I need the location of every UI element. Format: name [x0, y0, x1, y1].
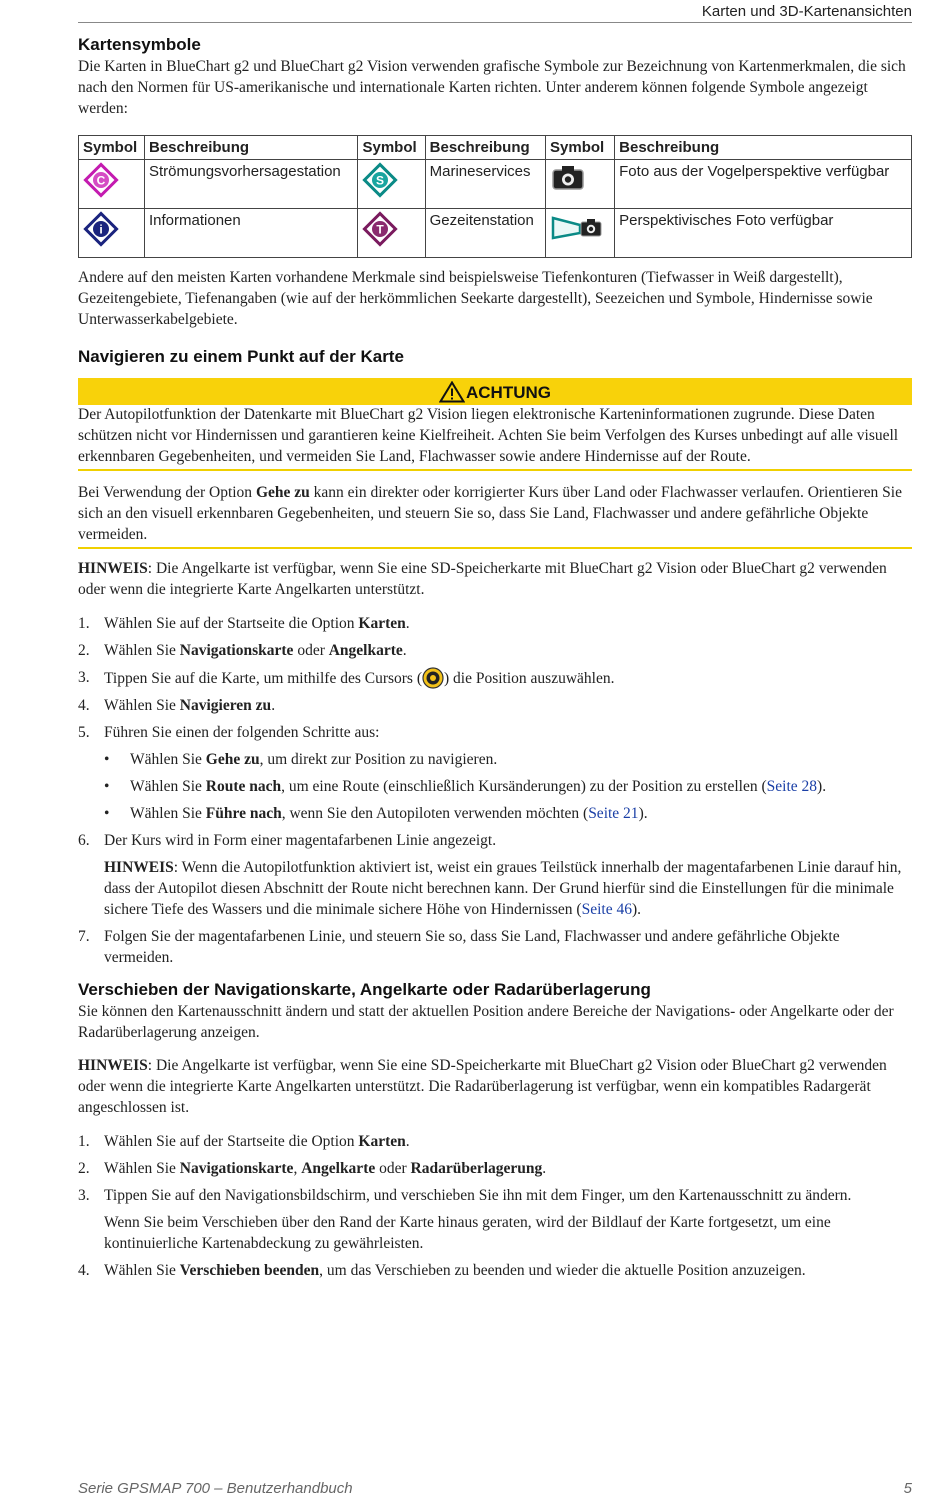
- svg-text:C: C: [96, 173, 106, 188]
- col-header: Symbol: [546, 136, 615, 160]
- symbol-table-header: [79, 136, 912, 160]
- note-radar: HINWEIS: Die Angelkarte ist verfügbar, wenn Sie eine SD-Speicherkarte mit BlueChart g2 Vision oder BlueChart g2 verwenden oder wenn die integrierte Karte Angelkarten unterstützt. Die Radarüberlagerung ist verfügbar, wenn ein kompatibles Radargerät angeschlossen ist.: [78, 1057, 887, 1116]
- page-link[interactable]: Seite 21: [588, 805, 639, 822]
- step-item: 1. Wählen Sie auf der Startseite die Option Karten.: [78, 615, 410, 632]
- marine-services-icon: [362, 162, 398, 198]
- symbol-cell: [546, 160, 615, 209]
- section-title: Karten und 3D-Kartenansichten: [701, 3, 912, 20]
- page-link[interactable]: Seite 46: [581, 901, 632, 918]
- col-header: Beschreibung: [425, 136, 545, 160]
- step-item: 6. Der Kurs wird in Form einer magentafarbenen Linie angezeigt. HINWEIS: Wenn die Autopilotfunktion aktiviert ist, weist ein graues Teilstück innerhalb der magentafarbenen Linie darauf hin, dass der Autopilot diesen Abschnitt der Route nicht berechnen kann. Der Grund hierfür sind die Einstellungen für die minimale sichere Tiefe des Wassers und die minimale sichere Höhe von Hindernissen (Seite 46).: [78, 830, 912, 920]
- information-icon: [83, 211, 119, 247]
- symbol-cell: [79, 209, 145, 258]
- pan-steps: [78, 1131, 912, 1281]
- perspective-photo-icon: [550, 211, 606, 241]
- table-row: [79, 209, 912, 258]
- kartensymbole-outro: Andere auf den meisten Karten vorhandene Merkmale sind beispielsweise Tiefenkonturen (Tiefwasser in Weiß dargestellt), Gezeitengebiete, Tiefenangaben (wie auf der herkömmlichen Seekarte dargestellt), Seezeichen und Symbole, Hindernisse sowie Unterwasserkabelgebiete.: [78, 269, 873, 328]
- verschieben-intro: Sie können den Kartenausschnitt ändern und statt der aktuellen Position andere Bereiche der Navigations- oder Angelkarte oder der Radarüberlagerung anzeigen.: [78, 1003, 894, 1041]
- list-item: • Wählen Sie Gehe zu, um direkt zur Position zu navigieren.: [104, 751, 498, 768]
- symbol-description: Perspektivisches Foto verfügbar: [615, 209, 912, 258]
- symbol-cell: [546, 209, 615, 258]
- col-header: Beschreibung: [145, 136, 358, 160]
- page-footer: [78, 1480, 912, 1497]
- symbol-cell: [358, 209, 425, 258]
- warning-triangle-icon: [439, 381, 465, 403]
- list-item: • Wählen Sie Führe nach, wenn Sie den Autopiloten verwenden möchten (Seite 21).: [104, 805, 648, 822]
- step-detail: Wenn Sie beim Verschieben über den Rand der Karte hinaus geraten, wird der Bildlauf der Karte fortgesetzt, um eine kontinuierliche Kartenabdeckung zu gewährleisten.: [104, 1214, 831, 1252]
- symbol-cell: [358, 160, 425, 209]
- current-station-icon: [83, 162, 119, 198]
- step-item: 3. Tippen Sie auf den Navigationsbildschirm, und verschieben Sie ihn mit dem Finger, um den Kartenausschnitt zu ändern. Wenn Sie beim Verschieben über den Rand der Karte hinaus geraten, wird der Bildlauf der Karte fortgesetzt, um eine kontinuierliche Kartenabdeckung zu gewährleisten.: [78, 1185, 912, 1254]
- svg-text:S: S: [376, 173, 385, 188]
- step-item: 3. Tippen Sie auf die Karte, um mithilfe des Cursors ( ) die Position auszuwählen.: [78, 669, 615, 687]
- running-header: [78, 2, 912, 23]
- heading-navigieren: Navigieren zu einem Punkt auf der Karte: [78, 347, 404, 366]
- aerial-photo-icon: [550, 162, 586, 192]
- symbol-description: Informationen: [145, 209, 358, 258]
- option-list: [104, 749, 912, 824]
- symbol-description: Foto aus der Vogelperspektive verfügbar: [615, 160, 912, 209]
- symbol-description: Gezeitenstation: [425, 209, 545, 258]
- warning-label: ACHTUNG: [466, 383, 551, 402]
- cursor-icon: [422, 667, 444, 689]
- warning-divider: [78, 469, 912, 471]
- svg-text:i: i: [99, 222, 103, 237]
- step-item: 4. Wählen Sie Navigieren zu.: [78, 697, 276, 714]
- warning-end-divider: [78, 547, 912, 549]
- table-row: [79, 160, 912, 209]
- navigation-steps: [78, 613, 912, 968]
- kartensymbole-intro: Die Karten in BlueChart g2 und BlueChart g2 Vision verwenden grafische Symbole zur Bezeichnung von Kartenmerkmalen, die sich nach den Normen für US-amerikanische und internationale Karten richten. Unter anderem können folgende Symbole angezeigt werden:: [78, 58, 906, 117]
- col-header: Beschreibung: [615, 136, 912, 160]
- symbol-cell: [79, 160, 145, 209]
- step-item: 4. Wählen Sie Verschieben beenden, um das Verschieben zu beenden und wieder die aktuelle Position anzuzeigen.: [78, 1262, 806, 1279]
- step-note: HINWEIS: Wenn die Autopilotfunktion aktiviert ist, weist ein graues Teilstück innerhalb der magentafarbenen Linie darauf hin, dass der Autopilot diesen Abschnitt der Route nicht berechnen kann. Der Grund hierfür sind die Einstellungen für die minimale sichere Tiefe des Wassers und die minimale sichere Höhe von Hindernissen (Seite 46).: [104, 859, 902, 918]
- tide-station-icon: [362, 211, 398, 247]
- heading-kartensymbole: Kartensymbole: [78, 35, 201, 54]
- list-item: • Wählen Sie Route nach, um eine Route (einschließlich Kursänderungen) zu der Position zu erstellen (Seite 28).: [104, 778, 827, 795]
- step-item: 5. Führen Sie einen der folgenden Schritte aus: • Wählen Sie Gehe zu, um direkt zur Position zu navigieren. • Wählen Sie Route nach, um eine Route (einschließlich Kursänderungen) zu der Position zu erstellen (Seite 28). • Wählen Sie Führe nach, wenn Sie den Autopiloten verwenden möchten (Seite 21).: [78, 722, 912, 824]
- svg-text:T: T: [376, 222, 385, 237]
- manual-title: Serie GPSMAP 700 – Benutzerhandbuch: [78, 1480, 353, 1497]
- step-item: 7. Folgen Sie der magentafarbenen Linie, und steuern Sie so, dass Sie Land, Flachwasser und andere gefährliche Objekte vermeiden.: [78, 928, 840, 966]
- warning-text: Der Autopilotfunktion der Datenkarte mit BlueChart g2 Vision liegen elektronische Karteninformationen zugrunde. Diese Daten schützen nicht vor Hindernissen und garantieren keine Kielfreiheit. Achten Sie beim Verfolgen des Kurses unbedingt auf alle visuell erkennbaren Gegebenheiten, und vermeiden Sie Land, Flachwasser sowie andere Hindernisse auf der Route.: [78, 406, 899, 465]
- step-item: 2. Wählen Sie Navigationskarte, Angelkarte oder Radarüberlagerung.: [78, 1160, 547, 1177]
- col-header: Symbol: [79, 136, 145, 160]
- page-content: [78, 34, 912, 1281]
- page-link[interactable]: Seite 28: [766, 778, 818, 795]
- symbol-table: [78, 135, 912, 258]
- warning-banner: [78, 378, 912, 405]
- page-number: 5: [903, 1480, 912, 1497]
- note-angelkarte: HINWEIS: Die Angelkarte ist verfügbar, wenn Sie eine SD-Speicherkarte mit BlueChart g2 Vision oder BlueChart g2 verwenden oder wenn die integrierte Karte Angelkarten unterstützt.: [78, 560, 887, 598]
- heading-verschieben: Verschieben der Navigationskarte, Angelkarte oder Radarüberlagerung: [78, 980, 651, 999]
- symbol-description: Strömungsvorhersagestation: [145, 160, 358, 209]
- symbol-description: Marineservices: [425, 160, 545, 209]
- step-item: 1. Wählen Sie auf der Startseite die Option Karten.: [78, 1133, 410, 1150]
- step-item: 2. Wählen Sie Navigationskarte oder Angelkarte.: [78, 642, 407, 659]
- col-header: Symbol: [358, 136, 425, 160]
- warning-text-2: Bei Verwendung der Option Gehe zu kann ein direkter oder korrigierter Kurs über Land oder Flachwasser verlaufen. Orientieren Sie sich an den visuell erkennbaren Gegebenheiten, und steuern Sie so, dass Sie Land, Flachwasser und andere gefährliche Objekte vermeiden.: [78, 484, 902, 543]
